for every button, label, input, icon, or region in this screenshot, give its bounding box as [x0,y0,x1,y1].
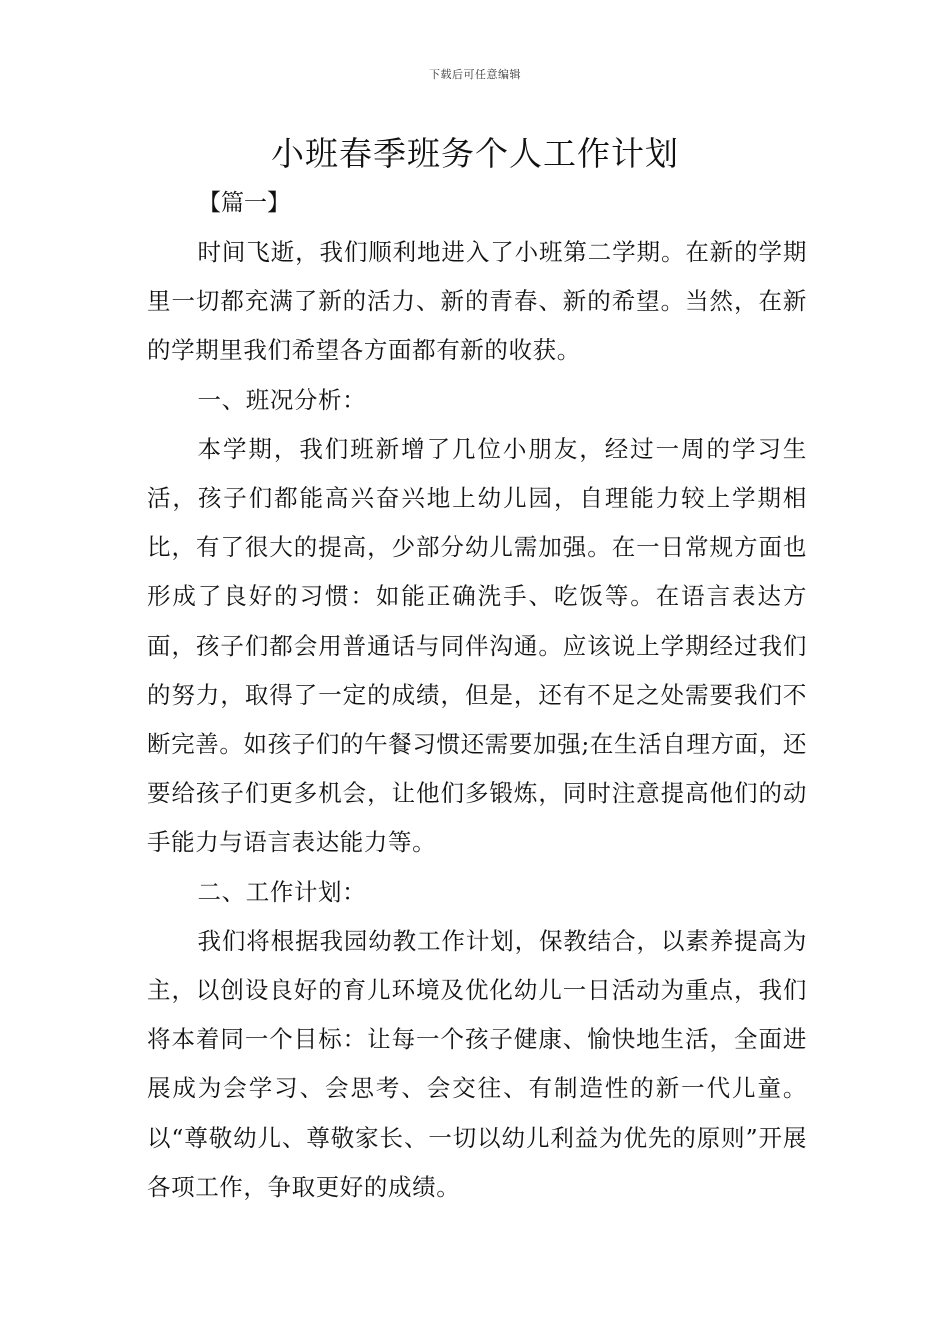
header-note: 下载后可任意编辑 [429,68,521,81]
document-title: 小班春季班务个人工作计划 [271,134,679,173]
paragraph-class-analysis: 本学期，我们班新增了几位小朋友，经过一周的学习生活，孩子们都能高兴奋兴地上幼儿园，自理能力较上学期相比，有了很大的提高，少部分幼儿需加强。在一日常规方面也形成了良好的习惯：如能正确洗手、吃饭等。在语言表达方面，孩子们都会用普通话与同伴沟通。应该说上学期经过我们的努力，取得了一定的成绩，但是，还有不足之处需要我们不断完善。如孩子们的午餐习惯还需要加强;在生活自理方面，还要给孩子们更多机会，让他们多锻炼，同时注意提高他们的动手能力与语言表达能力等。 [147,434,807,857]
heading-work-plan: 二、工作计划： [197,877,367,906]
paragraph-work-plan: 我们将根据我园幼教工作计划，保教结合，以素养提高为主，以创设良好的育儿环境及优化幼儿一日活动为重点，我们将本着同一个目标：让每一个孩子健康、愉快地生活，全面进展成为会学习、会思考、会交往、有制造性的新一代儿童。以“尊敬幼儿、尊敬家长、一切以幼儿利益为优先的原则”开展各项工作，争取更好的成绩。 [147,926,807,1201]
section-label: 【篇一】 [198,190,290,216]
document-body [147,228,807,1212]
paragraph-intro: 时间飞逝，我们顺利地进入了小班第二学期。在新的学期里一切都充满了新的活力、新的青春、新的希望。当然，在新的学期里我们希望各方面都有新的收获。 [147,238,807,365]
heading-class-analysis: 一、班况分析： [197,385,367,414]
